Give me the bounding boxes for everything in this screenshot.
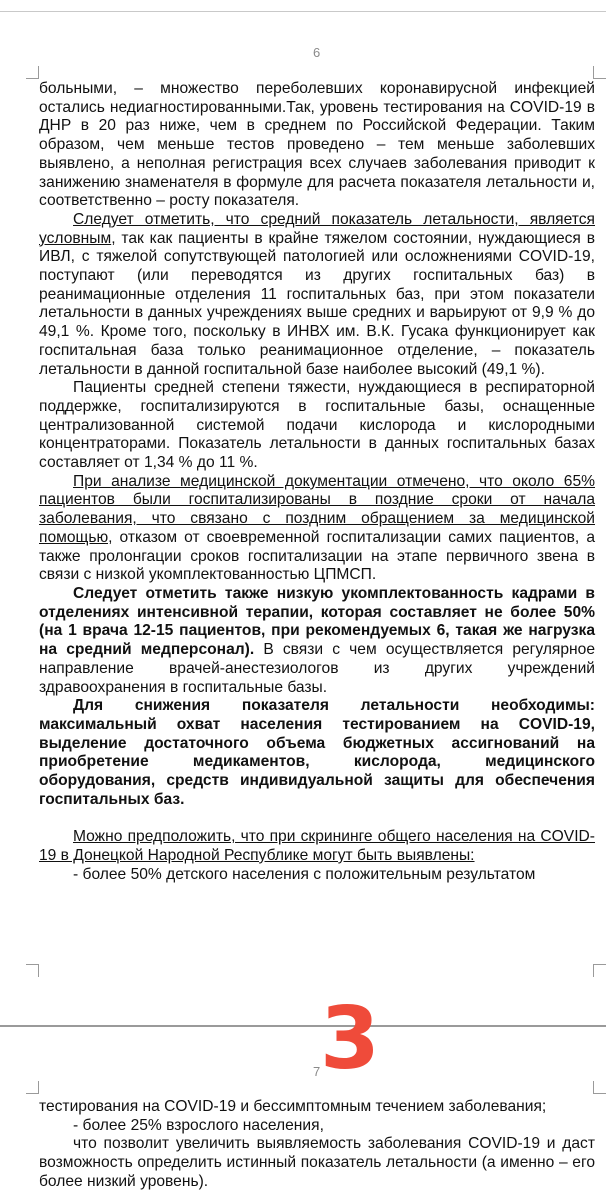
page-6-body <box>39 80 595 884</box>
underlined-text: При анализе медицинской документации отмечено, что около 65% пациентов были госпитализированы в поздние сроки от начала заболевания, что связано с поздним обращением за медицинской помощью, <box>39 472 595 546</box>
crop-mark-bottom-left <box>26 964 39 977</box>
crop-mark-bottom-right <box>593 964 606 977</box>
paragraph <box>39 828 595 865</box>
paragraph <box>39 379 595 473</box>
paragraph <box>39 211 595 379</box>
underlined-text: Следует отметить, что средний показатель летальности, является условным <box>39 210 595 247</box>
page-number: 7 <box>313 1064 321 1079</box>
paragraph-text: Пациенты средней степени тяжести, нуждающиеся в респираторной поддержке, госпитализируются в госпитальные базы, оснащенные централизованной системой подачи кислорода и кислородными концентраторами. Показатель летальности в данных госпитальных базах составляет от 1,34 % до 11 %. <box>39 379 595 472</box>
page-7-body <box>39 1098 595 1192</box>
crop-mark-top-right <box>593 66 606 79</box>
crop-mark-top-right <box>593 1081 606 1094</box>
bold-text: Следует отметить также низкую укомплектованность кадрами в отделениях интенсивной терапии, которая составляет не более 50% (на 1 врача 12-15 пациентов, при рекомендуемых 6, такая же нагрузка на средний медперсонал). <box>39 584 595 659</box>
paragraph <box>39 473 595 585</box>
paragraph-text: что позволит увеличить выявляемость заболевания COVID-19 и даст возможность определить истинный показатель летальности (а именно – его более низкий уровень). <box>39 1135 595 1190</box>
paragraph <box>39 1117 595 1136</box>
crop-mark-top-left <box>26 1081 39 1094</box>
paragraph-text: - более 50% детского населения с положительным результатом <box>73 865 536 883</box>
paragraph-text: В связи с чем осуществляется регулярное направление врачей-анестезиологов из других учреждений здравоохранения в госпитальные базы. <box>39 641 595 696</box>
paragraph <box>39 585 595 697</box>
paragraph <box>39 80 595 211</box>
underlined-text: Можно предположить, что при скрининге общего населения на COVID-19 в Донецкой Народной Республике могут быть выявлены: <box>39 828 595 864</box>
paragraph-text: больными, – множество переболевших коронавирусной инфекцией остались недиагностированными.Так, уровень тестирования на COVID-19 в ДНР в 20 раз ниже, чем в среднем по Российской Федерации. Таким образом, чем меньше тестов проведено – тем меньше заболевших выявлено, а неполная регистрация всех случаев заболевания приводит к занижению знаменателя в формуле для расчета показателя летальности и, соответственно – росту показателя. <box>39 80 595 210</box>
crop-mark-top-left <box>26 66 39 79</box>
annotation-number: 3 <box>320 989 380 1089</box>
paragraph <box>39 866 595 885</box>
paragraph <box>39 697 595 809</box>
paragraph-text: отказом от своевременной госпитализации самих пациентов, а также пролонгации сроков госпитализации на этапе первичного звена в связи с низкой укомплектованностью ЦПМСП. <box>39 528 595 584</box>
paragraph <box>39 1135 595 1191</box>
paragraph-text: - более 25% взрослого населения, <box>73 1116 324 1134</box>
page-separator <box>0 1025 606 1027</box>
paragraph-text: , так как пациенты в крайне тяжелом состоянии, нуждающиеся в ИВЛ, с тяжелой сопутствующей патологией или осложнениями COVID-19, поступают (или переводятся из других госпитальных баз) в реанимационные отделения 11 госпитальных баз, при этом показатели летальности в данных учреждениях выше средних и варьируют от 9,9 % до 49,1 %. Кроме того, поскольку в ИНВХ им. В.К. Гусака функционирует как госпитальная база только реанимационное отделение, – показатель летальности в данной госпитальной базе наиболее высокий (49,1 %). <box>39 229 595 378</box>
bold-text: Для снижения показателя летальности необходимы: максимальный охват населения тестированием на COVID-19, выделение достаточного объема бюджетных ассигнований на приобретение медикаментов, кислорода, медицинского оборудования, средств индивидуальной защиты для обеспечения госпитальных баз. <box>39 697 595 808</box>
page-number: 6 <box>313 45 321 60</box>
paragraph <box>39 1098 595 1117</box>
page-top-edge <box>0 11 606 12</box>
paragraph-text: тестирования на COVID-19 и бессимптомным течением заболевания; <box>39 1098 547 1115</box>
